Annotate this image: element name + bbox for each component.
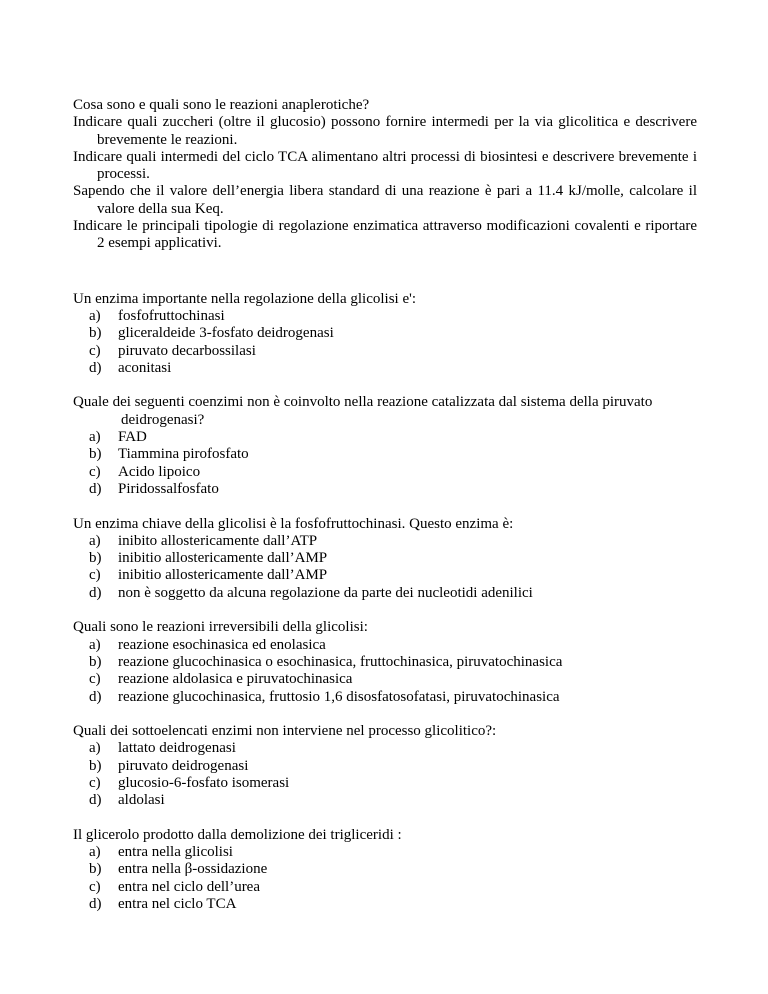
option-text: non è soggetto da alcuna regolazione da parte dei nucleotidi adenilici [118,584,533,601]
option-letter: b) [89,325,102,342]
option-letter: b) [89,550,102,567]
question-text: Un enzima importante nella regolazione della glicolisi e': [73,290,416,307]
option-letter: c) [89,463,101,480]
option-letter: c) [89,671,101,688]
option-item [73,689,697,706]
question-text: Quali dei sottoelencati enzimi non interviene nel processo glicolitico?: [73,723,497,740]
option-list [73,844,697,913]
option-item [73,481,697,498]
mc-question-6 [73,827,697,913]
option-text: reazione aldolasica e piruvatochinasica [118,671,353,688]
option-letter: b) [89,757,102,774]
mc-question-2 [73,394,697,498]
option-item [73,844,697,861]
document-page [73,97,697,931]
option-item [73,464,697,481]
option-item [73,446,697,463]
option-text: gliceraldeide 3-fosfato deidrogenasi [118,325,334,342]
mc-question-1 [73,291,697,377]
option-letter: d) [89,792,102,809]
option-text: reazione glucochinasica, fruttosio 1,6 disosfatosofatasi, piruvatochinasica [118,688,560,705]
option-item [73,792,697,809]
option-text: Acido lipoico [118,463,201,480]
option-item [73,896,697,913]
option-item [73,879,697,896]
option-letter: b) [89,653,102,670]
option-text: piruvato decarbossilasi [118,342,256,359]
option-text: reazione esochinasica ed enolasica [118,636,326,653]
open-question: Indicare quali intermedi del ciclo TCA alimentano altri processi di biosintesi e descrivere brevemente i processi. [73,148,697,183]
option-item [73,758,697,775]
open-question: Indicare le principali tipologie di regolazione enzimatica attraverso modificazioni covalenti e riportare 2 esempi applicativi. [73,218,697,252]
option-letter: c) [89,567,101,584]
option-item [73,325,697,342]
option-list [73,740,697,809]
question-text: Il glicerolo prodotto dalla demolizione dei trigliceridi : [73,826,402,843]
option-item [73,360,697,377]
option-text: inibitio allostericamente dall’AMP [118,567,328,584]
multiple-choice-questions [73,291,697,914]
option-text: reazione glucochinasica o esochinasica, fruttochinasica, piruvatochinasica [118,653,563,670]
option-text: glucosio-6-fosfato isomerasi [118,774,290,791]
option-letter: b) [89,861,102,878]
option-letter: d) [89,359,102,376]
option-text: inibito allostericamente dall’ATP [118,532,318,549]
option-item [73,429,697,446]
option-text: lattato deidrogenasi [118,740,236,757]
option-list [73,637,697,706]
open-questions [73,97,697,253]
option-text: entra nel ciclo dell’urea [118,878,261,895]
option-text: piruvato deidrogenasi [118,757,249,774]
option-item [73,567,697,584]
mc-question-5 [73,723,697,809]
option-item [73,671,697,688]
question-text: Quali sono le reazioni irreversibili della glicolisi: [73,619,368,636]
option-item [73,533,697,550]
option-list [73,308,697,377]
option-item [73,308,697,325]
option-item [73,775,697,792]
option-letter: a) [89,740,101,757]
question-text: Quale dei seguenti coenzimi non è coinvolto nella reazione catalizzata dal sistema della piruvato deidrogenasi? [73,394,653,428]
option-letter: d) [89,688,102,705]
option-item [73,550,697,567]
option-text: entra nella β-ossidazione [118,861,268,878]
option-text: Tiammina pirofosfato [118,446,249,463]
option-item [73,585,697,602]
option-text: aldolasi [118,792,165,809]
option-letter: d) [89,480,102,497]
option-item [73,740,697,757]
option-letter: c) [89,342,101,359]
section-spacer [73,253,697,291]
option-list [73,533,697,602]
option-item [73,343,697,360]
option-text: Piridossalfosfato [118,480,219,497]
option-list [73,429,697,498]
mc-question-3 [73,516,697,602]
option-letter: d) [89,584,102,601]
option-letter: a) [89,429,101,446]
option-letter: c) [89,878,101,895]
option-text: fosfofruttochinasi [118,307,225,324]
option-text: aconitasi [118,359,172,376]
option-text: entra nel ciclo TCA [118,896,237,913]
open-question: Indicare quali zuccheri (oltre il glucosio) possono fornire intermedi per la via glicolitica e descrivere brevemente le reazioni. [73,114,697,148]
option-letter: a) [89,636,101,653]
open-question: Cosa sono e quali sono le reazioni anaplerotiche? [73,97,370,113]
option-letter: a) [89,844,101,861]
option-letter: d) [89,896,102,913]
option-item [73,654,697,671]
option-item [73,637,697,654]
option-text: inibitio allostericamente dall’AMP [118,550,328,567]
option-letter: c) [89,774,101,791]
open-question: Sapendo che il valore dell’energia libera standard di una reazione è pari a 11.4 kJ/molle, calcolare il valore della sua Keq. [73,183,697,217]
option-text: entra nella glicolisi [118,844,233,861]
question-text: Un enzima chiave della glicolisi è la fosfofruttochinasi. Questo enzima è: [73,515,514,532]
option-letter: b) [89,446,102,463]
option-letter: a) [89,532,101,549]
option-text: FAD [118,429,147,446]
mc-question-4 [73,619,697,705]
option-letter: a) [89,307,101,324]
option-item [73,861,697,878]
